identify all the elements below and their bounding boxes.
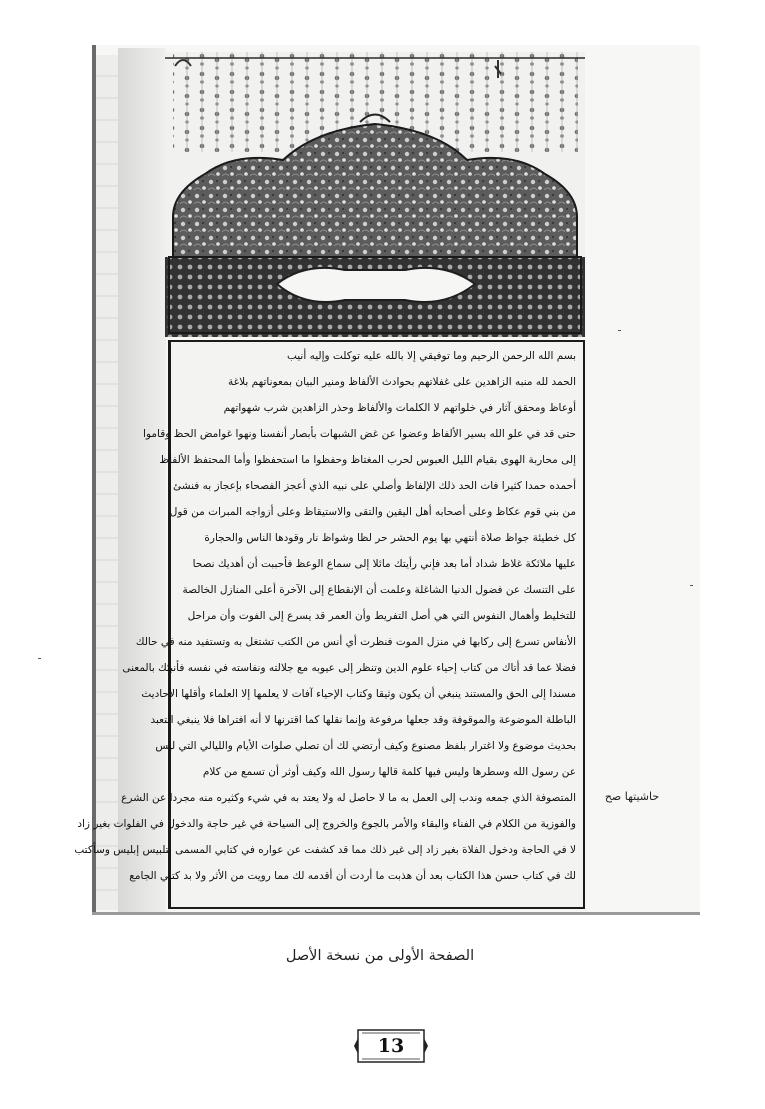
manuscript-line: مسندا إلى الحق والمستند ينبغي أن يكون وثيقا وكتاب الإحياء آفات لا يعلمها إلا العلماء وأقلها الأحاديث	[141, 688, 576, 700]
manuscript-line: فضلا عما قد أتاك من كتاب إحياء علوم الدين وتنظر إلى عيوبه مع جلالته ونفاسته في نفسه فأنبئك بالمعنى	[122, 662, 576, 674]
manuscript-line: أوعاظ ومحقق آثار في خلواتهم لا الكلمات والألفاظ وحذر الزاهدين شرب شهواتهم	[223, 402, 576, 414]
scan-speck	[690, 585, 693, 586]
scan-speck	[618, 330, 621, 331]
manuscript-line: من بني قوم عكاظ وعلى أصحابه أهل اليقين والتقى والاستيقاظ وعلى أزواجه المبرات من قول	[169, 506, 576, 518]
scan-bottom-edge	[92, 912, 700, 915]
manuscript-line: الأنفاس تسرع إلى ركابها في منزل الموت فنظرت أي أنس من الكتب تشتغل به وتستفيد منه في حالك	[135, 636, 576, 648]
manuscript-line: الحمد لله منبه الزاهدين على غفلاتهم بحوادث الألفاظ ومنير البيان بمعوناتهم بلاغة	[228, 376, 576, 388]
manuscript-line: أحمده حمدا كثيرا فات الحد ذلك الإلفاظ وأصلي على نبيه الذي أعجز الفصحاء بإعجاز به فنشئ	[172, 480, 576, 492]
manuscript-line: للتخليط وأهمال النفوس التي هي أصل التفريط وأن العمر قد يسرع إلى الفوت وأن مراحل	[187, 610, 576, 622]
manuscript-line: حتى قد في علو الله بسير الألفاظ وعضوا عن غض الشبهات بأبصار أنفسنا ونهوا غوامض الحظ وقاموا	[143, 428, 576, 440]
scan-speck	[38, 658, 41, 659]
manuscript-line: المتصوفة الذي جمعه وندب إلى العمل به ما لا حاصل له ولا يعتد به في شيء وكثيره منه مجردا عن الشرع	[121, 792, 576, 804]
figure-caption: الصفحة الأولى من نسخة الأصل	[285, 948, 475, 964]
illuminated-headpiece	[165, 52, 585, 337]
manuscript-line: والفوزية من الكلام في الفناء والبقاء والأمر بالجوع والخروج إلى السياحة في غير حاجة والدخول في الفلوات بغير زاد	[77, 818, 576, 830]
manuscript-line: لك في كتاب حسن هذا الكتاب بعد أن هذبت ما أردت أن أقدمه لك مما رويت من الأثر ولا بد كتبي الجامع	[129, 870, 576, 882]
headpiece-ornament	[165, 52, 585, 337]
manuscript-line: الباطلة الموضوعة والموقوفة وقد جعلها مرفوعة وإنما نقلها كما اقترنها لا أنه افتراها فلا ينبغي التعبد	[150, 714, 576, 726]
manuscript-line: كل خطيئة جواظ صلاة أنتهي بها يوم الحشر حر لظا وشواظ نار وقودها الناس والحجارة	[204, 532, 576, 544]
manuscript-line: لا في الحاجة ودخول الفلاة بغير زاد إلى غير ذلك مما قد كشفت عن عواره في كتابي المسمى بتلبيس إبليس وسأكتب	[74, 844, 576, 856]
page-number: 13	[377, 1035, 405, 1057]
margin-note: حاشيتها صح	[604, 790, 660, 803]
scan-edge	[92, 45, 96, 915]
manuscript-line: بسم الله الرحمن الرحيم وما توفيقي إلا بالله عليه توكلت وإليه أنيب	[286, 350, 576, 362]
manuscript-line: إلى محاربة الهوى بقيام الليل العبوس لحرب المغتاظ وحفظوا ما استحفظوا وأما المحتفظ الألفاظ	[159, 454, 576, 466]
manuscript-line: عليها ملائكة غلاظ شداد أما بعد فإني رأيتك مائلا إلى سماع الوعظ فأحببت أن أهديك نصحا	[192, 558, 576, 570]
binding-edge	[96, 55, 118, 910]
manuscript-line: بحديث موضوع ولا اغترار بلفظ مصنوع وكيف أرتضي لك أن تصلي صلوات الأيام والليالي التي ليس	[155, 740, 576, 752]
manuscript-line: على التنسك عن فضول الدنيا الشاغلة وعلمت أن الإنقطاع إلى الآخرة أعلى المنازل الخالصة	[182, 584, 576, 596]
manuscript-line: عن رسول الله وسطرها وليس فيها كلمة قالها رسول الله وكيف أوثر أن تسمع من كلام	[202, 766, 576, 778]
